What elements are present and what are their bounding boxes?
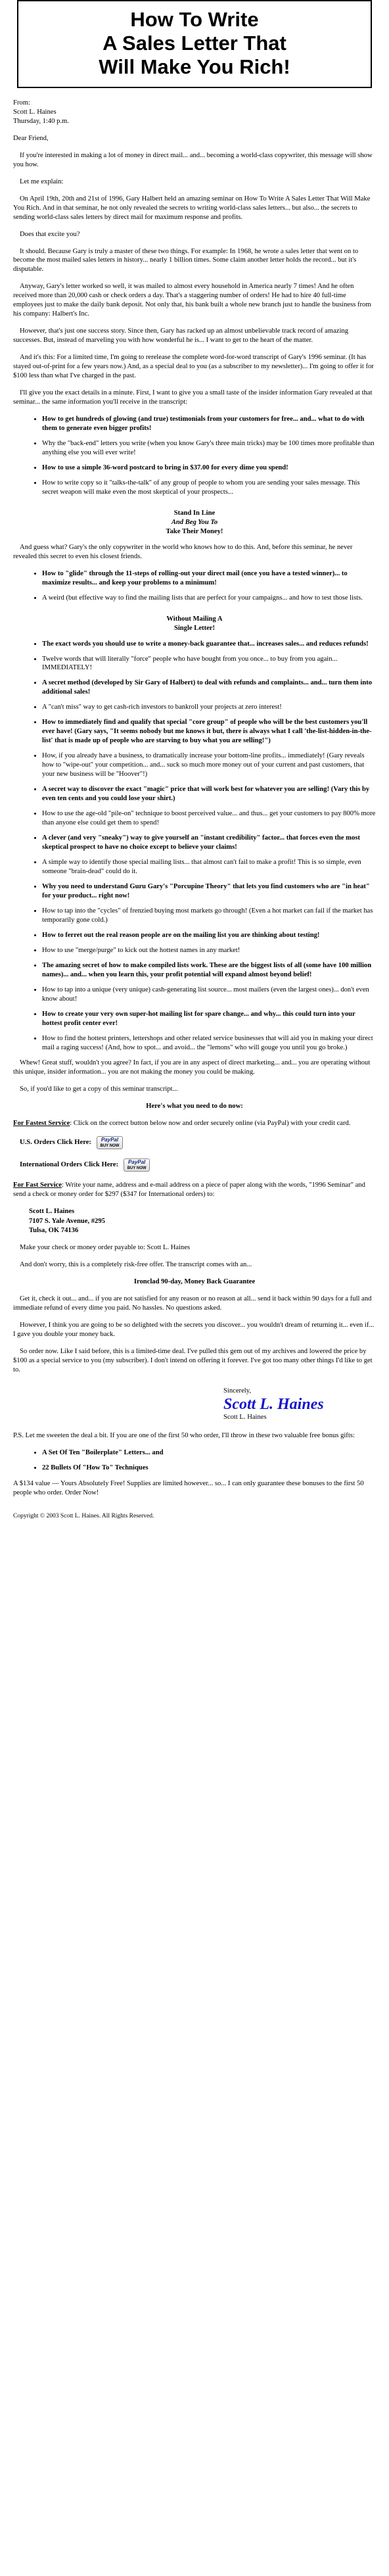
copyright: Copyright © 2003 Scott L. Haines. All Rights Reserved. (13, 1513, 154, 1520)
intl-paypal-button[interactable] (124, 1158, 150, 1172)
guarantee-paragraph: So order now. Like I said before, this is a limited-time deal. I've pulled this gem out of my archives and lowered the price by $100 as a special service to you (my subscriber). I don't intend on offering it forever. I've got too many other things I'd like to get to. (13, 1347, 373, 1373)
intro-paragraph: However, that's just one success story. Since then, Gary has racked up an almost unbelievable track record of amazing successes. But, instead of marveling you with how wonderful he is... I want to get to the heart of the matter. (13, 327, 349, 345)
list-item: • Why you need to understand Guru Gary's "Porcupine Theory" that lets you find customers who are "in heat" for your product... right now! (42, 882, 376, 901)
us-orders-row (20, 1136, 376, 1149)
list-item: • How to use a simple 36-word postcard to bring in $37.00 for every dime you spend! (42, 464, 376, 473)
bonus-list (13, 1448, 376, 1473)
body-paragraph: And guess what? Gary's the only copywriter in the world who knows how to do this. And, before this seminar, he never revealed this secret to even his closest friends. (13, 543, 353, 560)
list-item: • How to use "merge/purge" to kick out the hottest names in any market! (42, 946, 376, 955)
subhead (13, 615, 376, 633)
risk-free-note: And don't worry, this is a completely risk-free offer. The transcript comes with an... (20, 1261, 252, 1269)
from-name: Scott L. Haines (13, 108, 57, 116)
fastest-service-text: : Click on the correct button below now and order securely online (via PayPal) with your credit card. (70, 1120, 351, 1128)
list-item: • How to immediately find and qualify that special "core group" of people who will be the best customers you'll ever have! (Gary says, "It seems nobody but me knows it but, there is always what I call 'the-list-hidden-in-the-list' that is made up of people who are starving to buy what you are selling!") (42, 718, 376, 746)
paypal-buy-now: BUY NOW (100, 1144, 120, 1149)
bullet-list (13, 569, 376, 603)
bullet-list (13, 415, 376, 497)
subhead-line: Single Letter! (173, 624, 216, 632)
list-item: • A "can't miss" way to get cash-rich investors to bankroll your projects at zero interest! (42, 703, 376, 712)
intro-paragraph: Anyway, Gary's letter worked so well, it was mailed to almost every household in America nearly 7 times! And he often received more than 20,000 cash or check orders a day. That's a staggering number of orders! He had to hire 40 full-time employees just to make the daily bank deposit. Not only that, his bank built a whole new branch just to handle the business from his company: Halbert's Inc. (13, 283, 371, 318)
list-item: • How to write copy so it "talks-the-talk" of any group of people to whom you are sending your sales message. This secret weapon will make even the most skeptical of your prospects... (42, 479, 376, 497)
postscript: P.S. Let me sweeten the deal a bit. If you are one of the first 50 who order, I'll throw in these two valuable free bonus gifts: (13, 1432, 355, 1440)
list-item: • A weird (but effective way to find the mailing lists that are perfect for your campaigns... and how to test those lists. (42, 594, 376, 603)
paypal-buy-now: BUY NOW (127, 1166, 147, 1171)
list-item: • Twelve words that will literally "force" people who have bought from you once... to buy from you again... IMMEDIATELY! (42, 655, 376, 673)
intl-orders-label: International Orders Click Here: (20, 1161, 119, 1169)
subhead-line: Stand In Line (173, 509, 216, 517)
intro-paragraph: It should. Because Gary is truly a master of these two things. For example: In 1968, he wrote a sales letter that went on to become the most mailed sales letters in history... nearly 1 billion times. Some claim another letter holds the record... but it's disputable. (13, 247, 359, 274)
headline-line: A Sales Letter That (103, 31, 286, 55)
paypal-logo: PayPal (128, 1159, 146, 1166)
guarantee-heading: Ironclad 90-day, Money Back Guarantee (133, 1278, 256, 1286)
body-paragraph: So, if you'd like to get a copy of this seminar transcript... (20, 1085, 178, 1093)
payable-note: Make your check or money order payable to: Scott L. Haines (20, 1244, 191, 1252)
list-item: • How to create your very own super-hot mailing list for spare change... and why... this could turn into your hottest profit center ever! (42, 1010, 376, 1028)
mailing-address (29, 1207, 376, 1235)
list-item: • How to tap into a unique (very unique) cash-generating list source... most mailers (even the largest ones)... don't even know about! (42, 986, 376, 1004)
body-paragraph: Whew! Great stuff, wouldn't you agree? In fact, if you are in any aspect of direct marketing... and... you are operating without this unique, insider information... you are not making the money you could be making. (13, 1059, 371, 1076)
fastest-service (13, 1119, 376, 1128)
intro-paragraph: And it's this: For a limited time, I'm going to rerelease the complete word-for-word transcript of Gary's 1996 seminar. (It has stayed out-of-print for a few years now.) And, as a special deal to you (as a subscriber to my newsletter)... I'm going to offer it for $100 less than what I've charged in the past. (13, 354, 374, 380)
address-line: Tulsa, OK 74136 (29, 1226, 79, 1234)
address-line: Scott L. Haines (29, 1208, 75, 1216)
us-paypal-button[interactable] (97, 1136, 123, 1149)
intro-paragraph: If you're interested in making a lot of money in direct mail... and... becoming a world-class copywriter, this message will show you how. (13, 151, 373, 168)
order-heading: Here's what you need to do now: (146, 1103, 243, 1110)
bonus-item: • 22 Bullets Of "How To" Techniques (42, 1464, 376, 1473)
intro-paragraph: I'll give you the exact details in a minute. First, I want to give you a small taste of the insider information Gary revealed at that seminar... the same information you'll receive in the transcript: (13, 389, 373, 406)
list-item: • How, if you already have a business, to dramatically increase your bottom-line profits... immediately! (Gary reveals how to "wipe-out" your competition... and... suck so much more money out of your current and past customers, that your new business will be "Hoover"!) (42, 751, 376, 779)
intro-paragraph: Let me explain: (20, 178, 64, 185)
closing: Sincerely, (223, 1387, 251, 1395)
signoff (223, 1387, 376, 1422)
bonus-item: • A Set Of Ten "Boilerplate" Letters... and (42, 1448, 376, 1458)
list-item: • How to tap into the "cycles" of frenzied buying most markets go through! (Even a hot market can fail if the market has temporarily gone cold.) (42, 907, 376, 925)
list-item: • A simple way to identify those special mailing lists... that almost can't fail to make a profit! This is so simple, even someone "brain-dead" could do it. (42, 858, 376, 876)
subhead-line: And Beg You To (171, 518, 218, 526)
fast-service (13, 1181, 376, 1199)
list-item: • A secret way to discover the exact "magic" price that will work best for whatever you are selling! (Vary this by even ten cents and you could lose your shirt.) (42, 785, 376, 803)
list-item: • The exact words you should use to write a money-back guarantee that... increases sales... and reduces refunds! (42, 640, 376, 649)
list-item: • How to "glide" through the 11-steps of rolling-out your direct mail (once you have a tested winner)... to maximize results... and keep your problems to a minimum! (42, 569, 376, 588)
list-item: • A secret method (developed by Sir Gary of Halbert) to deal with refunds and complaints... and... turn them into additional sales! (42, 679, 376, 697)
headline-line: How To Write (130, 8, 259, 31)
list-item: • How to ferret out the real reason people are on the mailing list you are thinking about testing! (42, 931, 376, 940)
fastest-service-label: For Fastest Service (13, 1120, 70, 1128)
from-block (13, 99, 376, 126)
subhead-line: Without Mailing A (166, 615, 223, 623)
address-line: 7107 S. Yale Avenue, #295 (29, 1217, 105, 1225)
greeting: Dear Friend, (13, 134, 49, 142)
headline-box (17, 0, 372, 88)
subhead (13, 509, 376, 537)
bullet-list (13, 640, 376, 1053)
intro-paragraph: Does that excite you? (20, 230, 80, 238)
list-item: • How to get hundreds of glowing (and true) testimonials from your customers for free... and... what to do with them to generate even bigger profits! (42, 415, 376, 433)
paypal-logo: PayPal (101, 1137, 119, 1143)
list-item: • A clever (and very "sneaky") way to give yourself an "instant credibility" factor... that forces even the most skeptical prospect to have no choice except to believe your claims! (42, 834, 376, 852)
subhead-line: Take Their Money! (166, 527, 223, 535)
headline-line: Will Make You Rich! (99, 55, 290, 78)
signer-name: Scott L. Haines (223, 1414, 267, 1421)
list-item: • How to find the hottest printers, lettershops and other related service businesses that will aid you in making your direct mail a raging success! (And, how to spot... and avoid... the "lemons" who will gouge you until you go broke.) (42, 1034, 376, 1053)
from-date: Thursday, 1:40 p.m. (13, 117, 69, 125)
from-label: From: (13, 99, 30, 107)
signature: Scott L. Haines (223, 1395, 324, 1413)
intl-orders-row (20, 1158, 376, 1172)
guarantee-paragraph: Get it, check it out... and... if you are not satisfied for any reason or no reason at all... send it back within 90 days for a full and immediate refund of every dime you paid. No hassles. No questions asked. (13, 1295, 372, 1312)
list-item: • Why the "back-end" letters you write (when you know Gary's three main tricks) may be 100 times more profitable than anything else you will ever write! (42, 439, 376, 458)
us-orders-label: U.S. Orders Click Here: (20, 1139, 91, 1147)
list-item: • How to use the age-old "pile-on" technique to boost perceived value... and thus... get your customers to pay 800% more than anyone else could get them to spend! (42, 809, 376, 828)
postscript-end: A $134 value — Yours Absolutely Free! Supplies are limited however... so... I can only guarantee these bonuses to the first 50 people who order. Order Now! (13, 1480, 364, 1497)
guarantee-paragraph: However, I think you are going to be so delighted with the secrets you discover... you wouldn't dream of returning it... even if... I gave you double your money back. (13, 1322, 375, 1338)
fast-service-label: For Fast Service (13, 1181, 62, 1189)
list-item: • The amazing secret of how to make compiled lists work. These are the biggest lists of all (some have 100 million names)... and... when you learn this, your profit potential will expand almost beyond belief! (42, 961, 376, 980)
fast-service-text: : Write your name, address and e-mail address on a piece of paper along with the words, "1996 Seminar" and send a check or money order for $297 ($347 for International orders) to: (13, 1181, 365, 1199)
intro-paragraph: On April 19th, 20th and 21st of 1996, Gary Halbert held an amazing seminar on How To Write A Sales Letter That Will Make You Rich. And in that seminar, he not only revealed the secrets to writing world-class sales letters... but also... the secrets to sending world-class sales letters by direct mail for maximum response and profits. (13, 195, 371, 221)
